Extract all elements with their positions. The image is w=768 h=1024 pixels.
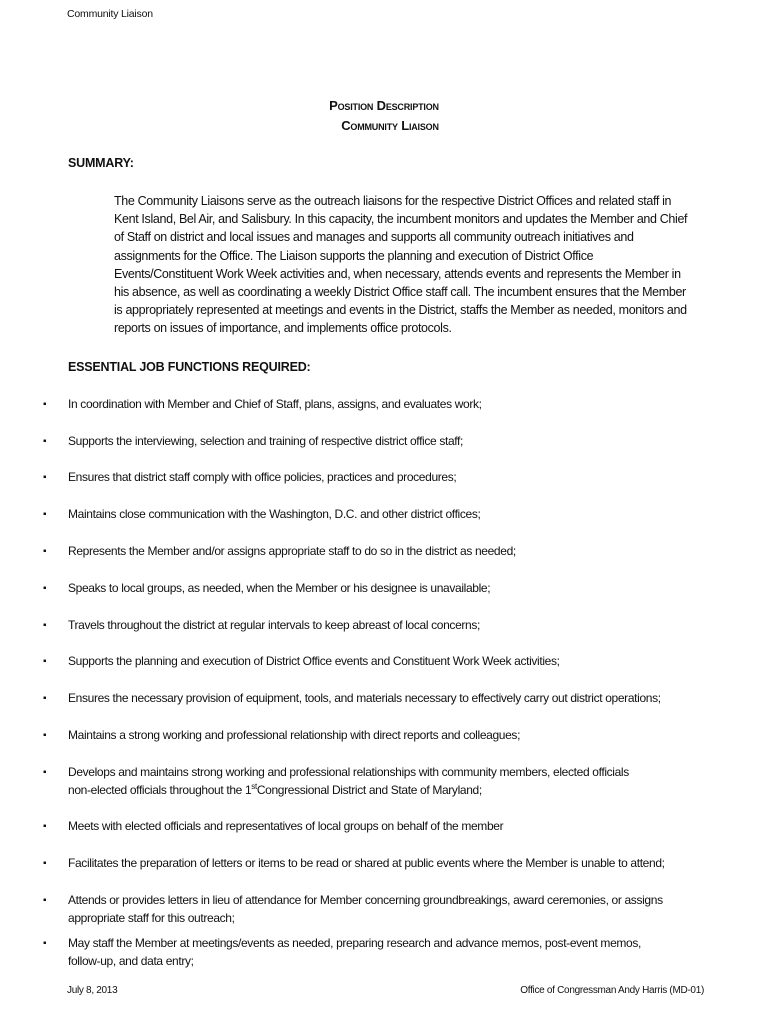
summary-heading: SUMMARY: bbox=[68, 156, 134, 170]
ordinal-suffix: st bbox=[251, 781, 257, 791]
list-item-text: Develops and maintains strong working and professional relationships with community members, elected officials bbox=[68, 765, 629, 779]
list-item-text: Maintains close communication with the Washington, D.C. and other district offices; bbox=[68, 507, 481, 521]
bullet-icon: ▪ bbox=[43, 583, 47, 594]
list-item-text-line-2: follow-up, and data entry; bbox=[68, 953, 194, 968]
list-item-text: In coordination with Member and Chief of Staff, plans, assigns, and evaluates work; bbox=[68, 397, 482, 411]
bullet-icon: ▪ bbox=[43, 656, 47, 667]
list-item-text: Meets with elected officials and representatives of local groups on behalf of the member bbox=[68, 819, 504, 833]
bullet-icon: ▪ bbox=[43, 620, 47, 631]
footer-date: July 8, 2013 bbox=[67, 985, 118, 996]
bullet-icon: ▪ bbox=[43, 436, 47, 447]
bullet-icon: ▪ bbox=[43, 767, 47, 778]
list-item-text: Travels throughout the district at regular intervals to keep abreast of local concerns; bbox=[68, 618, 480, 632]
functions-heading: ESSENTIAL JOB FUNCTIONS REQUIRED: bbox=[68, 360, 311, 374]
bullet-icon: ▪ bbox=[43, 858, 47, 869]
list-item-text: Represents the Member and/or assigns appropriate staff to do so in the district as needed; bbox=[68, 544, 516, 558]
list-item-text: Supports the planning and execution of District Office events and Constituent Work Week activities; bbox=[68, 654, 560, 668]
title-line-2: Community Liaison bbox=[341, 118, 439, 133]
title-line-1: Position Description bbox=[329, 98, 439, 113]
running-header: Community Liaison bbox=[67, 8, 153, 20]
bullet-icon: ▪ bbox=[43, 472, 47, 483]
list-item-text: Supports the interviewing, selection and training of respective district office staff; bbox=[68, 434, 464, 448]
list-item-text-line-2: appropriate staff for this outreach; bbox=[68, 910, 235, 925]
list-item-text-line-2-start: non-elected officials throughout the 1 bbox=[68, 782, 252, 797]
footer-office: Office of Congressman Andy Harris (MD-01) bbox=[520, 985, 704, 996]
bullet-icon: ▪ bbox=[43, 399, 47, 410]
list-item-text: Maintains a strong working and professional relationship with direct reports and colleagues; bbox=[68, 728, 521, 742]
list-item-text: Speaks to local groups, as needed, when the Member or his designee is unavailable; bbox=[68, 581, 491, 595]
list-item-text: Ensures that district staff comply with office policies, practices and procedures; bbox=[68, 470, 457, 484]
document-title bbox=[0, 96, 768, 136]
bullet-icon: ▪ bbox=[43, 895, 47, 906]
summary-paragraph: The Community Liaisons serve as the outreach liaisons for the respective District Offices and related staff in Kent Island, Bel Air, and Salisbury. In this capacity, the incumbent monitors and updates the Member and Chief of Staff on district and local issues and manages and supports all community outreach initiatives and assignments for the Office. The Liaison supports the planning and execution of District Office Events/Constituent Work Week activities and, when necessary, attends events and represents the Member in his absence, as well as coordinating a weekly District Office staff call. The incumbent ensures that the Member is appropriately represented at meetings and events in the District, staffs the Member as needed, monitors and reports on issues of importance, and implements office protocols. bbox=[114, 194, 688, 336]
bullet-icon: ▪ bbox=[43, 693, 47, 704]
list-item-text: Facilitates the preparation of letters or items to be read or shared at public events where the Member is unable to attend; bbox=[68, 856, 665, 870]
list-item-text: May staff the Member at meetings/events as needed, preparing research and advance memos, post-event memos, bbox=[68, 936, 641, 950]
bullet-icon: ▪ bbox=[43, 821, 47, 832]
bullet-icon: ▪ bbox=[43, 730, 47, 741]
bullet-icon: ▪ bbox=[43, 509, 47, 520]
bullet-icon: ▪ bbox=[43, 546, 47, 557]
bullet-icon: ▪ bbox=[43, 938, 47, 949]
list-item-text: Ensures the necessary provision of equipment, tools, and materials necessary to effectively carry out district operations; bbox=[68, 691, 661, 705]
list-item-text-line-2 bbox=[68, 782, 728, 800]
list-item-text: Attends or provides letters in lieu of attendance for Member concerning groundbreakings, award ceremonies, or assigns bbox=[68, 893, 663, 907]
list-item-text-line-2-end: Congressional District and State of Maryland; bbox=[256, 782, 482, 797]
